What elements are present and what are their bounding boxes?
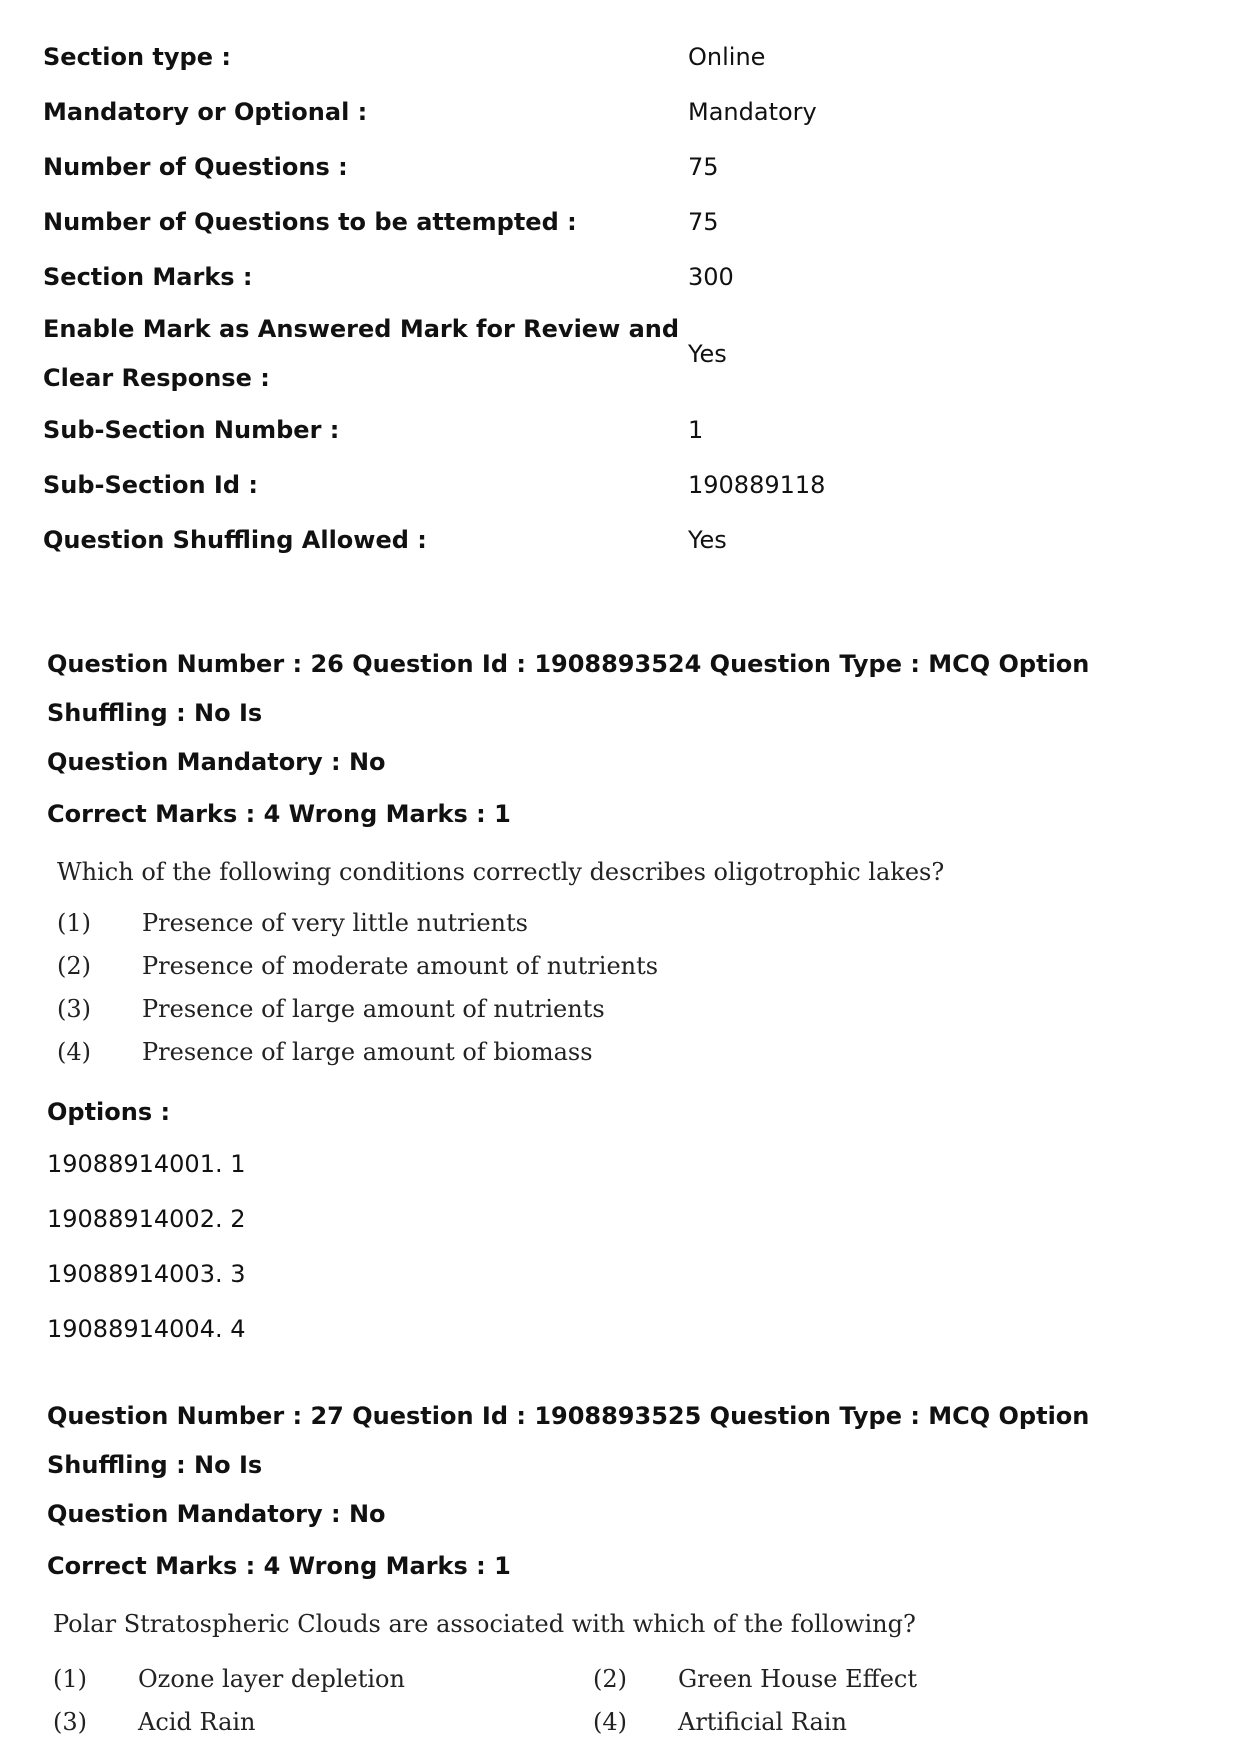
info-row-mandatory: [43, 85, 1193, 140]
info-row-enable-mark: [43, 305, 1193, 403]
info-label: Number of Questions to be attempted :: [43, 208, 577, 236]
choice-item: [57, 945, 1207, 988]
info-value: 190889118: [688, 471, 826, 499]
option-id-line: 19088914002. 2: [47, 1205, 246, 1233]
info-row-section-marks: [43, 250, 1193, 305]
info-value: Yes: [688, 339, 727, 368]
question-text: Which of the following conditions correctly describes oligotrophic lakes?: [57, 858, 945, 886]
option-id-line: 19088914001. 1: [47, 1150, 246, 1178]
info-row-subsection-id: [43, 458, 1193, 513]
question-body: [47, 852, 1207, 1074]
choice-number: (3): [57, 995, 91, 1023]
info-value: 1: [688, 416, 704, 444]
option-id-line: 19088914003. 3: [47, 1260, 246, 1288]
question-26-block: [47, 640, 1207, 1357]
choice-number: (4): [593, 1708, 627, 1736]
info-label: Sub-Section Id :: [43, 471, 258, 499]
info-label: Section Marks :: [43, 263, 253, 291]
choice-item: [593, 1701, 1133, 1744]
choice-text: Presence of large amount of biomass: [142, 1038, 593, 1066]
question-marks: Correct Marks : 4 Wrong Marks : 1: [47, 800, 511, 828]
choice-grid: [53, 1658, 1207, 1744]
choice-item: [57, 1031, 1207, 1074]
info-label: Section type :: [43, 43, 231, 71]
question-header-line: Question Mandatory : No: [47, 748, 386, 776]
choice-item: [53, 1658, 593, 1701]
options-label: Options :: [47, 1098, 171, 1126]
choice-text: Ozone layer depletion: [138, 1665, 405, 1693]
choice-text: Presence of moderate amount of nutrients: [142, 952, 659, 980]
question-header-line: Question Number : 27 Question Id : 1908893525 Question Type : MCQ Option Shuffling : No Is: [47, 1402, 1090, 1479]
choice-item: [593, 1658, 1133, 1701]
option-id-line: 19088914004. 4: [47, 1315, 246, 1343]
choice-number: (2): [57, 952, 91, 980]
choice-text: Acid Rain: [138, 1708, 256, 1736]
info-row-questions-attempted: [43, 195, 1193, 250]
choice-text: Green House Effect: [678, 1665, 917, 1693]
info-value: 75: [688, 208, 719, 236]
question-marks: Correct Marks : 4 Wrong Marks : 1: [47, 1552, 511, 1580]
info-label: [43, 305, 688, 403]
choice-number: (4): [57, 1038, 91, 1066]
info-label-line: Clear Response :: [43, 364, 270, 392]
info-value: Online: [688, 43, 766, 71]
info-row-question-shuffling: [43, 513, 1193, 568]
question-27-block: [47, 1392, 1207, 1744]
choice-number: (3): [53, 1708, 87, 1736]
info-value: 300: [688, 263, 734, 291]
question-header-line: Question Mandatory : No: [47, 1500, 386, 1528]
choice-number: (1): [53, 1665, 87, 1693]
choice-item: [57, 988, 1207, 1031]
choice-number: (2): [593, 1665, 627, 1693]
choice-text: Presence of large amount of nutrients: [142, 995, 605, 1023]
choice-number: (1): [57, 909, 91, 937]
info-row-section-type: [43, 30, 1193, 85]
info-label: Question Shuffling Allowed :: [43, 526, 427, 554]
info-row-number-of-questions: [43, 140, 1193, 195]
info-label: Sub-Section Number :: [43, 416, 340, 444]
choice-text: Presence of very little nutrients: [142, 909, 528, 937]
choice-text: Artificial Rain: [678, 1708, 847, 1736]
info-label-line: Enable Mark as Answered Mark for Review and: [43, 315, 680, 343]
question-text: Polar Stratospheric Clouds are associated with which of the following?: [53, 1610, 916, 1638]
info-value: 75: [688, 153, 719, 181]
question-header-line: Question Number : 26 Question Id : 1908893524 Question Type : MCQ Option Shuffling : No Is: [47, 650, 1090, 727]
info-label: Number of Questions :: [43, 153, 348, 181]
info-value: Mandatory: [688, 98, 817, 126]
question-body: [47, 1604, 1207, 1744]
choice-item: [53, 1701, 593, 1744]
choice-item: [57, 902, 1207, 945]
choice-list: [57, 902, 1207, 1074]
info-value: Yes: [688, 526, 727, 554]
info-label: Mandatory or Optional :: [43, 98, 368, 126]
section-info-table: [43, 30, 1193, 568]
info-row-subsection-number: [43, 403, 1193, 458]
